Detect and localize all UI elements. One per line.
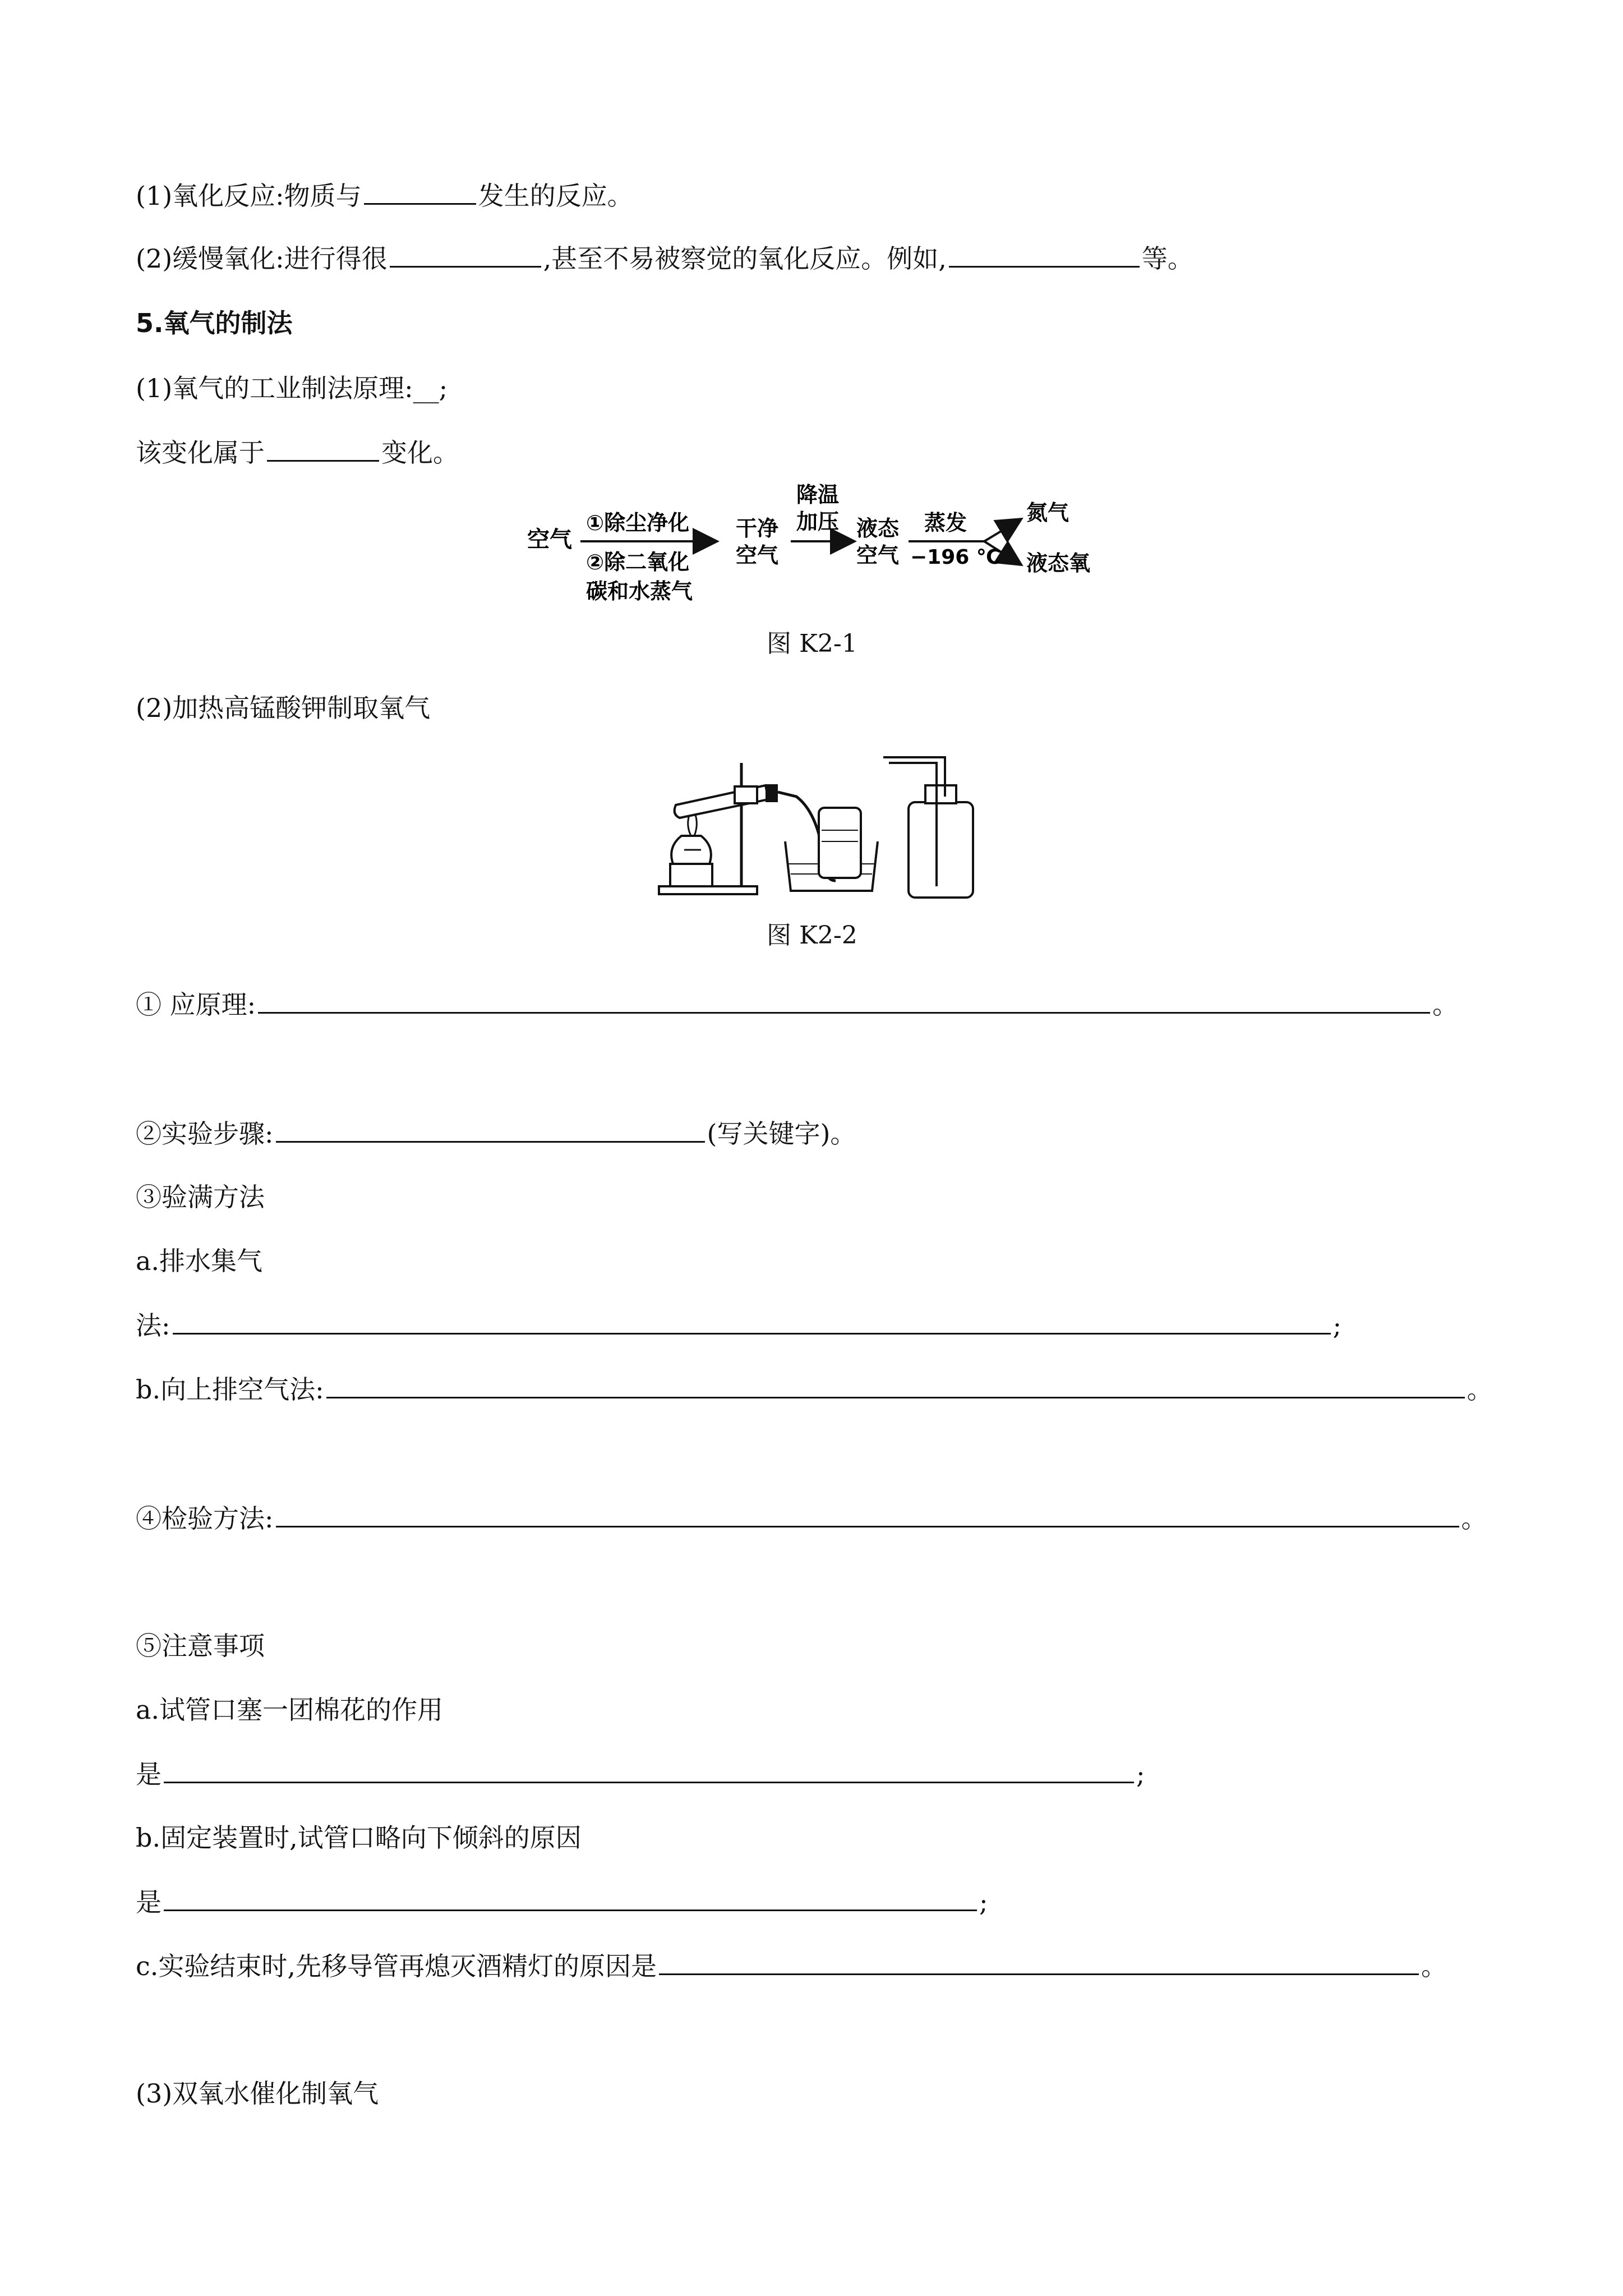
liquid-oxygen-label: 液态氧 <box>1026 551 1091 576</box>
principle-line <box>136 987 1458 1022</box>
upward-air-label: b.向上排空气法: <box>136 1374 324 1405</box>
step1-label: ①除尘净化 <box>586 510 690 535</box>
step2-label-line2: 碳和水蒸气 <box>586 579 693 604</box>
note-a-line <box>136 1757 1145 1791</box>
oxidation-definition-text: (1)氧化反应:物质与 <box>136 181 362 211</box>
principle-label: ① 应原理: <box>136 990 256 1020</box>
test-method-label: ④检验方法: <box>136 1503 274 1534</box>
line-end-mark: ; <box>1136 1759 1145 1789</box>
slow-oxidation-text: (2)缓慢氧化:进行得很 <box>136 243 388 274</box>
nitrogen-label: 氮气 <box>1026 500 1069 525</box>
stand-base <box>659 886 757 894</box>
dry-air-label-line2: 空气 <box>736 543 779 568</box>
line-end-mark: 。 <box>1467 1374 1493 1405</box>
answer-blank[interactable] <box>258 987 1430 1014</box>
industrial-process-diagram <box>522 480 1116 654</box>
answer-blank[interactable] <box>326 1372 1465 1398</box>
line-end-mark: 。 <box>1432 990 1459 1020</box>
change-type-text: 该变化属于 <box>136 438 265 468</box>
oxidation-definition-suffix: 发生的反应。 <box>478 181 633 211</box>
steps-note: (写关键字)。 <box>707 1119 856 1149</box>
answer-blank[interactable] <box>390 241 541 268</box>
slow-oxidation-line <box>136 241 1193 275</box>
section-heading: 5.氧气的制法 <box>136 308 293 338</box>
answer-blank[interactable] <box>164 1757 1134 1783</box>
figure-caption: 图 K2-2 <box>767 921 857 950</box>
liquid-air-label-line2: 空气 <box>856 543 900 568</box>
evaporate-label: 蒸发 <box>924 510 967 535</box>
industrial-principle-line: (1)氧气的工业制法原理:__; <box>136 373 448 403</box>
note-c-line <box>136 1949 1447 1983</box>
cool-label: 降温 <box>796 482 840 507</box>
answer-blank[interactable] <box>164 1885 977 1911</box>
h2o2-title: (3)双氧水催化制氧气 <box>136 2078 379 2109</box>
note-b-text: 是 <box>136 1887 162 1917</box>
air-label: 空气 <box>527 527 572 553</box>
answer-blank[interactable] <box>173 1308 1331 1335</box>
answer-blank[interactable] <box>364 178 476 205</box>
note-b-label: b.固定装置时,试管口略向下倾斜的原因 <box>136 1823 582 1853</box>
answer-blank[interactable] <box>949 241 1140 268</box>
kmno4-apparatus-diagram <box>651 752 987 903</box>
step2-label: ②除二氧化 <box>586 550 690 574</box>
slow-oxidation-middle: ,甚至不易被察觉的氧化反应。例如, <box>543 243 947 274</box>
change-type-suffix: 变化。 <box>381 438 459 468</box>
steps-line <box>136 1116 856 1151</box>
line-end-mark: ; <box>979 1887 988 1917</box>
note-a-label: a.试管口塞一团棉花的作用 <box>136 1695 444 1725</box>
figure-caption: 图 K2-1 <box>767 629 857 658</box>
answer-blank[interactable] <box>267 435 379 462</box>
answer-blank[interactable] <box>659 1949 1419 1975</box>
gas-bottle <box>909 802 973 898</box>
stopper <box>766 784 778 802</box>
dry-air-label: 干净 <box>736 516 779 541</box>
arrow-line <box>984 520 1020 541</box>
note-c-label: c.实验结束时,先移导管再熄灭酒精灯的原因是 <box>136 1951 657 1981</box>
line-end-mark: 。 <box>1421 1951 1447 1981</box>
temperature-label: −196 ℃ <box>910 546 1001 569</box>
upward-air-line <box>136 1372 1493 1406</box>
test-method-line <box>136 1501 1487 1535</box>
slow-oxidation-suffix: 等。 <box>1141 243 1193 274</box>
change-type-line <box>136 435 459 470</box>
water-method-label: a.排水集气 <box>136 1246 263 1276</box>
note-a-text: 是 <box>136 1759 162 1789</box>
water-method-line <box>136 1308 1341 1342</box>
compress-label: 加压 <box>796 509 840 534</box>
line-end-mark: ; <box>1332 1310 1341 1341</box>
kmno4-title: (2)加热高锰酸钾制取氧气 <box>136 693 431 723</box>
line-end-mark: 。 <box>1461 1503 1487 1534</box>
lamp-block <box>670 864 712 886</box>
steps-label: ②实验步骤: <box>136 1119 274 1149</box>
answer-blank[interactable] <box>276 1501 1459 1527</box>
liquid-air-label: 液态 <box>856 516 900 541</box>
note-b-line <box>136 1885 988 1919</box>
full-check-title: ③验满方法 <box>136 1182 265 1212</box>
collecting-bottle <box>819 808 861 878</box>
water-method-text: 法: <box>136 1310 170 1341</box>
answer-blank[interactable] <box>276 1116 705 1143</box>
clamp <box>735 786 757 803</box>
oxidation-definition-line <box>136 178 633 213</box>
notes-title: ⑤注意事项 <box>136 1631 265 1661</box>
